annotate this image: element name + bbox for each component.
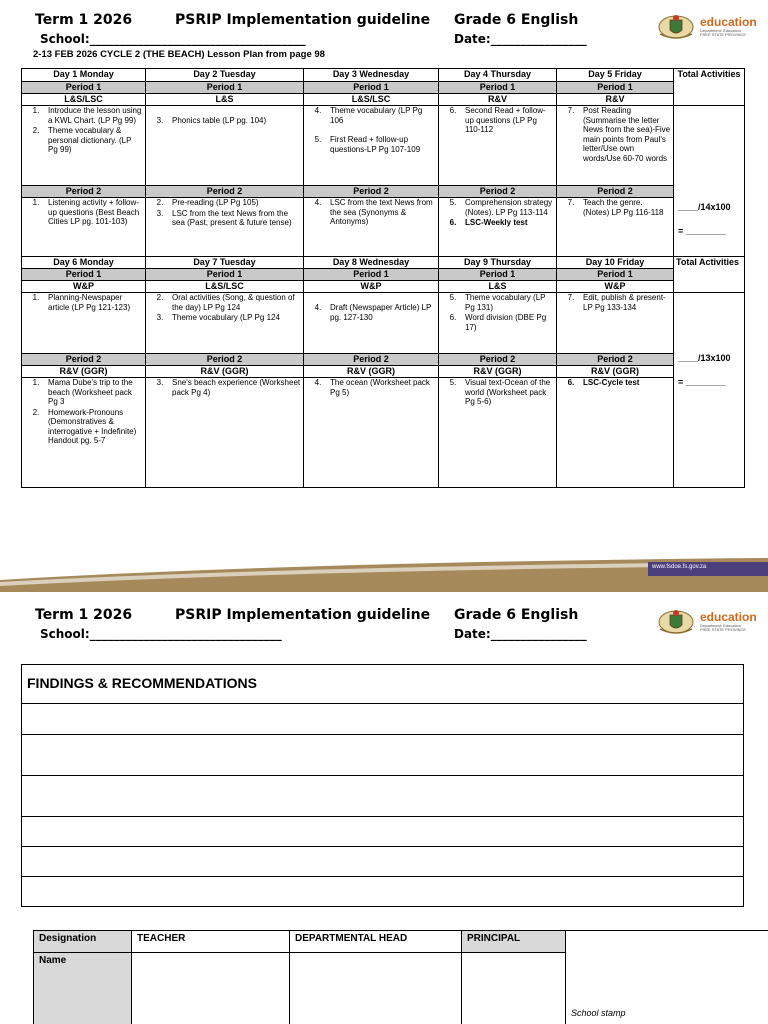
activity-list: [24, 106, 143, 155]
score-result[interactable]: = ________: [678, 226, 726, 236]
week1-skill-row: [22, 94, 745, 106]
activity-cell: [304, 378, 439, 488]
findings-line[interactable]: [21, 776, 744, 817]
activity-item: [148, 313, 301, 323]
activity-item: [306, 135, 436, 154]
activity-item: [24, 293, 143, 312]
activity-text: Phonics table (LP pg. 104): [172, 116, 267, 125]
activity-text: Listening activity + follow-up questions (Best Beach Cities LP pg. 101-103): [48, 198, 140, 226]
day-header: Day 8 Wednesday: [304, 257, 439, 269]
period-label: Period 2: [146, 354, 304, 366]
activity-item: [148, 116, 301, 126]
activity-cell: [304, 106, 439, 186]
skill-label: R&V (GGR): [22, 366, 146, 378]
total-activities-label: Total Activities: [674, 257, 745, 293]
activity-cell: [557, 106, 674, 186]
activity-number: 7.: [567, 293, 575, 302]
coat-of-arms-icon: [656, 14, 696, 40]
activity-text: The ocean (Worksheet pack Pg 5): [330, 378, 430, 397]
term-label: Term 1 2026: [35, 12, 133, 28]
activity-text: Word division (DBE Pg 17): [465, 313, 547, 332]
period-label: Period 2: [439, 186, 557, 198]
activity-text: Teach the genre. (Notes) LP Pg 116-118: [583, 198, 664, 217]
skill-label: L&S: [439, 281, 557, 293]
activity-text: Sne's beach experience (Worksheet pack Pg 4): [172, 378, 301, 397]
activity-list: [148, 198, 301, 228]
skill-label: R&V (GGR): [304, 366, 439, 378]
activity-number: 7.: [567, 106, 575, 115]
findings-line[interactable]: [21, 704, 744, 735]
activity-list: [148, 293, 301, 323]
period-label: Period 1: [304, 82, 439, 94]
activity-number: 6.: [449, 106, 457, 115]
activity-number: 6.: [449, 218, 457, 227]
teacher-name-field[interactable]: [132, 953, 290, 1024]
findings-line[interactable]: [21, 847, 744, 877]
activity-list: [441, 106, 554, 135]
week2-score-cell: [674, 293, 745, 488]
activity-item: [148, 293, 301, 312]
activity-text: Theme vocabulary & personal dictionary. (LP Pg 99): [48, 126, 132, 154]
activity-number: 3.: [156, 208, 164, 218]
activity-item: [559, 198, 671, 217]
activity-text: Visual text-Ocean of the world (Worksheet pack Pg 5-6): [465, 378, 551, 406]
week1-period2-row: [22, 186, 745, 198]
activity-cell: [146, 378, 304, 488]
activity-list: [441, 378, 554, 407]
banner-url[interactable]: www.fsdoe.fs.gov.za: [652, 564, 707, 570]
period-label: Period 1: [22, 82, 146, 94]
activity-item: [148, 209, 301, 228]
day-header: Day 4 Thursday: [439, 69, 557, 82]
activity-text: Homework-Pronouns (Demonstratives & interrogative + Indefinite) Handout pg. 5-7: [48, 407, 137, 445]
activity-number: 2.: [156, 198, 164, 207]
activity-text: LSC from the text News from the sea (Synonyms & Antonyms): [330, 198, 433, 226]
activity-item: [306, 378, 436, 397]
activity-number: 3.: [156, 378, 164, 387]
activity-cell: [146, 106, 304, 186]
dept-head-label: DEPARTMENTAL HEAD: [290, 931, 462, 953]
logo-word: education: [700, 610, 757, 624]
day-header: Day 5 Friday: [557, 69, 674, 82]
day-header: Day 1 Monday: [22, 69, 146, 82]
day-header: Day 10 Friday: [557, 257, 674, 269]
week2-skill2-row: [22, 366, 745, 378]
activity-number: 5.: [449, 293, 457, 302]
week2-day-row: [22, 257, 745, 269]
activity-list: [441, 293, 554, 332]
score-formula[interactable]: ____/13x100: [678, 353, 731, 363]
date-field[interactable]: Date:________________: [454, 32, 587, 46]
education-logo: [656, 607, 756, 637]
period-label: Period 2: [304, 354, 439, 366]
activity-item: [24, 408, 143, 446]
week2-period2-row: [22, 354, 745, 366]
activity-text: LSC-Weekly test: [465, 218, 528, 227]
period-label: Period 1: [146, 82, 304, 94]
activity-item: [441, 378, 554, 407]
principal-label: PRINCIPAL: [462, 931, 566, 953]
name-label: Name: [34, 953, 132, 1024]
period-label: Period 1: [439, 82, 557, 94]
week2-period1-activities: [22, 293, 745, 354]
period-label: Period 2: [304, 186, 439, 198]
lesson-plan-table: [21, 68, 745, 488]
period-label: Period 2: [557, 186, 674, 198]
activity-text: Theme vocabulary (LP Pg 106: [330, 106, 423, 125]
activity-number: 5.: [449, 198, 457, 207]
guideline-title: PSRIP Implementation guideline: [175, 607, 431, 623]
activity-number: 1.: [32, 198, 40, 207]
activity-list: [24, 198, 143, 227]
guideline-title: PSRIP Implementation guideline: [175, 12, 431, 28]
skill-label: L&S/LSC: [22, 94, 146, 106]
activity-text: Theme vocabulary (LP Pg 124: [172, 313, 280, 322]
activity-text: Theme vocabulary (LP Pg 131): [465, 293, 546, 312]
activity-list: [306, 293, 436, 322]
logo-subtext: Department: Education FREE STATE PROVINCE: [700, 28, 747, 37]
activity-number: 2.: [32, 407, 40, 417]
findings-line[interactable]: [21, 817, 744, 847]
activity-number: 1.: [32, 293, 40, 302]
activity-text: Draft (Newspaper Article) LP pg. 127-130: [330, 303, 432, 322]
week1-period1-activities: [22, 106, 745, 186]
activity-item: [148, 198, 301, 208]
skill-label: R&V: [439, 94, 557, 106]
day-header: Day 7 Tuesday: [146, 257, 304, 269]
period-label: Period 2: [557, 354, 674, 366]
skill-label: W&P: [304, 281, 439, 293]
day-header: Day 3 Wednesday: [304, 69, 439, 82]
activity-text: Planning-Newspaper article (LP Pg 121-123): [48, 293, 131, 312]
period-label: Period 1: [439, 269, 557, 281]
activity-cell: [22, 378, 146, 488]
coat-of-arms-icon: [656, 609, 696, 635]
activity-item: [559, 378, 671, 388]
period-label: Period 2: [22, 354, 146, 366]
activity-cell: [22, 198, 146, 257]
activity-list: [441, 198, 554, 228]
activity-cell: [439, 106, 557, 186]
term-label: Term 1 2026: [35, 607, 133, 623]
activity-item: [441, 313, 554, 332]
skill-label: R&V (GGR): [146, 366, 304, 378]
activity-list: [559, 106, 671, 163]
total-activities-label: Total Activities: [674, 69, 745, 106]
period-label: Period 1: [557, 269, 674, 281]
activity-item: [24, 198, 143, 227]
activity-text: LSC-Cycle test: [583, 378, 640, 387]
skill-label: L&S/LSC: [304, 94, 439, 106]
week2-period1-row: [22, 269, 745, 281]
activity-text: Mama Dube's trip to the beach (Worksheet pack Pg 3: [48, 378, 133, 406]
activity-number: 6.: [567, 378, 575, 387]
activity-item: [559, 106, 671, 163]
teacher-label: TEACHER: [132, 931, 290, 953]
week1-period2-activities: [22, 198, 745, 257]
activity-list: [148, 378, 301, 397]
activity-cell: [22, 293, 146, 354]
activity-text: LSC from the text News from the sea (Past, present & future tense): [172, 208, 292, 227]
activity-cell: [557, 378, 674, 488]
findings-line[interactable]: [21, 735, 744, 776]
activity-number: 3.: [156, 116, 164, 125]
activity-item: [24, 106, 143, 125]
day-header: Day 9 Thursday: [439, 257, 557, 269]
lesson-plan-title: 2-13 FEB 2026 CYCLE 2 (THE BEACH) Lesson Plan from page 98: [33, 49, 325, 60]
activity-cell: [557, 198, 674, 257]
skill-label: L&S/LSC: [146, 281, 304, 293]
day-header: Day 6 Monday: [22, 257, 146, 269]
activity-item: [441, 106, 554, 135]
day-header: Day 2 Tuesday: [146, 69, 304, 82]
period-label: Period 1: [22, 269, 146, 281]
activity-item: [441, 218, 554, 228]
activity-number: 2.: [156, 293, 164, 302]
activity-number: 4.: [314, 106, 322, 115]
activity-number: 4.: [314, 198, 322, 207]
activity-list: [24, 293, 143, 312]
activity-text: Post Reading (Summarise the letter News from the sea)-Five main points from Paul's letter/Use own words/Use 60-70 words: [583, 106, 671, 163]
period-label: Period 1: [304, 269, 439, 281]
logo-word: education: [700, 15, 757, 29]
page2-header: [0, 607, 768, 657]
grade-label: Grade 6 English: [454, 607, 579, 623]
skill-label: R&V (GGR): [439, 366, 557, 378]
page-footer-banner: [0, 552, 768, 592]
activity-text: Oral activities (Song, & question of the day) LP Pg 124: [172, 293, 295, 312]
activity-item: [559, 293, 671, 312]
period-label: Period 1: [557, 82, 674, 94]
activity-list: [24, 378, 143, 446]
date-field[interactable]: Date:________________: [454, 627, 587, 641]
period-label: Period 2: [22, 186, 146, 198]
activity-number: 6.: [449, 313, 457, 322]
period-label: Period 1: [146, 269, 304, 281]
activity-list: [559, 198, 671, 217]
period-label: Period 2: [146, 186, 304, 198]
activity-text: First Read + follow-up questions-LP Pg 107-109: [330, 135, 421, 154]
signature-table: [33, 930, 768, 1024]
activity-list: [306, 198, 436, 227]
week1-day-row: [22, 69, 745, 82]
activity-list: [559, 293, 671, 312]
education-logo: [656, 12, 756, 42]
findings-heading: FINDINGS & RECOMMENDATIONS: [21, 664, 744, 704]
activity-item: [306, 303, 436, 322]
activity-list: [559, 378, 671, 388]
skill-label: R&V: [557, 94, 674, 106]
week1-score-cell: [674, 106, 745, 257]
activity-cell: [439, 198, 557, 257]
activity-list: [306, 378, 436, 397]
activity-item: [306, 198, 436, 227]
activity-number: 3.: [156, 313, 164, 322]
activity-item: [306, 106, 436, 125]
week2-period2-activities: [22, 378, 745, 488]
activity-cell: [22, 106, 146, 186]
activity-item: [148, 378, 301, 397]
activity-text: Pre-reading (LP Pg 105): [172, 198, 259, 207]
activity-cell: [557, 293, 674, 354]
activity-number: 5.: [449, 378, 457, 387]
activity-item: [24, 126, 143, 155]
findings-line[interactable]: [21, 877, 744, 907]
activity-number: 4.: [314, 303, 322, 312]
week1-period1-row: [22, 82, 745, 94]
activity-cell: [304, 293, 439, 354]
activity-number: 2.: [32, 126, 40, 135]
score-result[interactable]: = ________: [678, 377, 726, 387]
skill-label: W&P: [557, 281, 674, 293]
skill-label: R&V (GGR): [557, 366, 674, 378]
designation-label: Designation: [34, 931, 132, 953]
activity-text: Edit, publish & present-LP Pg 133-134: [583, 293, 666, 312]
skill-label: W&P: [22, 281, 146, 293]
school-stamp-area[interactable]: School stamp: [566, 931, 768, 1024]
activity-text: Comprehension strategy (Notes). LP Pg 113-114: [465, 198, 553, 217]
activity-list: [306, 106, 436, 154]
week2-skill-row: [22, 281, 745, 293]
grade-label: Grade 6 English: [454, 12, 579, 28]
activity-cell: [146, 293, 304, 354]
activity-item: [24, 378, 143, 407]
activity-list: [148, 106, 301, 126]
activity-number: 5.: [314, 135, 322, 144]
school-field[interactable]: School:________________________________: [40, 627, 282, 641]
activity-item: [441, 198, 554, 217]
principal-name-field[interactable]: [462, 953, 566, 1024]
activity-number: 4.: [314, 378, 322, 387]
activity-number: 1.: [32, 378, 40, 387]
activity-cell: [439, 378, 557, 488]
activity-number: 1.: [32, 106, 40, 115]
skill-label: L&S: [146, 94, 304, 106]
dept-head-name-field[interactable]: [290, 953, 462, 1024]
school-field[interactable]: School:____________________________________: [40, 32, 306, 46]
logo-subtext: Department: Education FREE STATE PROVINCE: [700, 623, 747, 632]
activity-item: [441, 293, 554, 312]
activity-text: Second Read + follow-up questions (LP Pg 110-112: [465, 106, 546, 134]
activity-cell: [146, 198, 304, 257]
activity-cell: [439, 293, 557, 354]
activity-number: 7.: [567, 198, 575, 207]
activity-text: Introduce the lesson using a KWL Chart. (LP Pg 99): [48, 106, 142, 125]
score-formula[interactable]: ____/14x100: [678, 202, 731, 212]
activity-cell: [304, 198, 439, 257]
period-label: Period 2: [439, 354, 557, 366]
